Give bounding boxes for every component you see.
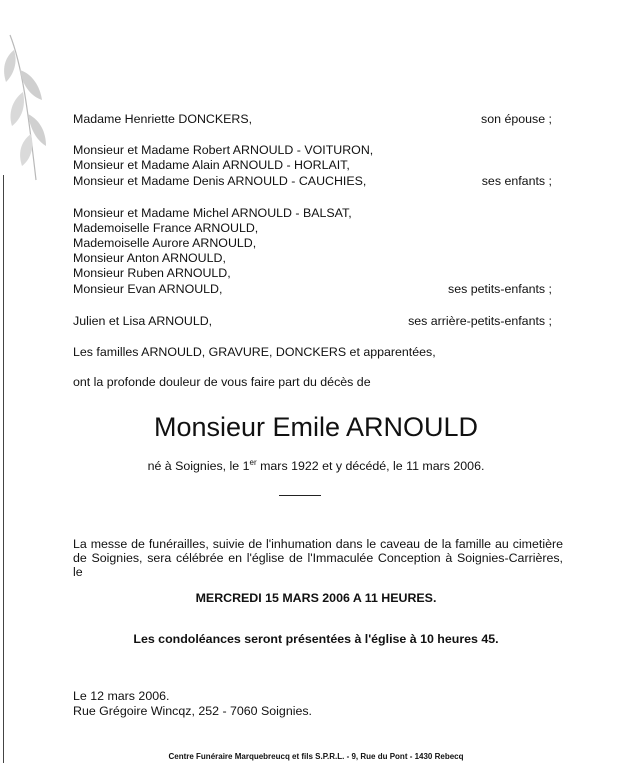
grandchild-line: Monsieur et Madame Michel ARNOULD - BALSAT, — [73, 206, 352, 220]
funeral-text: La messe de funérailles, suivie de l'inhumation dans le caveau de la famille au cimetière de Soignies, sera célébrée en l'église de l'Immaculée Conception à Soignies-Carrières, le — [73, 537, 563, 579]
announcement-line: ont la profonde douleur de vous faire part du décès de — [73, 375, 371, 389]
deceased-name: Monsieur Emile ARNOULD — [153, 412, 479, 442]
condolences-line: Les condoléances seront présentées à l'église à 10 heures 45. — [133, 632, 499, 646]
children-relation: ses enfants ; — [481, 174, 552, 188]
grandchildren-relation: ses petits-enfants ; — [448, 282, 552, 296]
great-grandchildren-relation: ses arrière-petits-enfants ; — [408, 314, 552, 328]
birth-ordinal: er — [249, 458, 257, 467]
child-line: Monsieur et Madame Robert ARNOULD - VOITURON, — [73, 143, 374, 157]
child-line: Monsieur et Madame Alain ARNOULD - HORLAIT, — [73, 158, 350, 172]
sender-date: Le 12 mars 2006. — [73, 689, 170, 703]
leaf-ornament-icon — [0, 30, 60, 190]
grandchild-line: Mademoiselle Aurore ARNOULD, — [73, 236, 257, 250]
spouse-name: Madame Henriette DONCKERS, — [73, 112, 253, 126]
grandchild-line: Monsieur Ruben ARNOULD, — [73, 266, 231, 280]
birth-prefix: né à Soignies, le 1 — [147, 459, 250, 474]
funeral-home-footer: Centre Funéraire Marquebreucq et fils S.P.R.L. - 9, Rue du Pont - 1430 Rebecq — [168, 752, 464, 761]
child-line: Monsieur et Madame Denis ARNOULD - CAUCHIES, — [73, 174, 367, 188]
grandchild-line: Monsieur Anton ARNOULD, — [73, 251, 226, 265]
sender-address: Rue Grégoire Wincqz, 252 - 7060 Soignies. — [73, 704, 312, 718]
grandchild-line: Monsieur Evan ARNOULD, — [73, 282, 223, 296]
great-grandchildren-name: Julien et Lisa ARNOULD, — [73, 314, 213, 328]
birth-suffix: mars 1922 et y décédé, le 11 mars 2006. — [256, 459, 485, 474]
spouse-relation: son épouse ; — [481, 112, 552, 126]
grandchild-line: Mademoiselle France ARNOULD, — [73, 221, 259, 235]
section-divider — [279, 495, 321, 496]
funeral-date: MERCREDI 15 MARS 2006 A 11 HEURES. — [195, 591, 437, 605]
birth-death-line — [0, 458, 632, 473]
families-line: Les familles ARNOULD, GRAVURE, DONCKERS et apparentées, — [73, 345, 436, 359]
